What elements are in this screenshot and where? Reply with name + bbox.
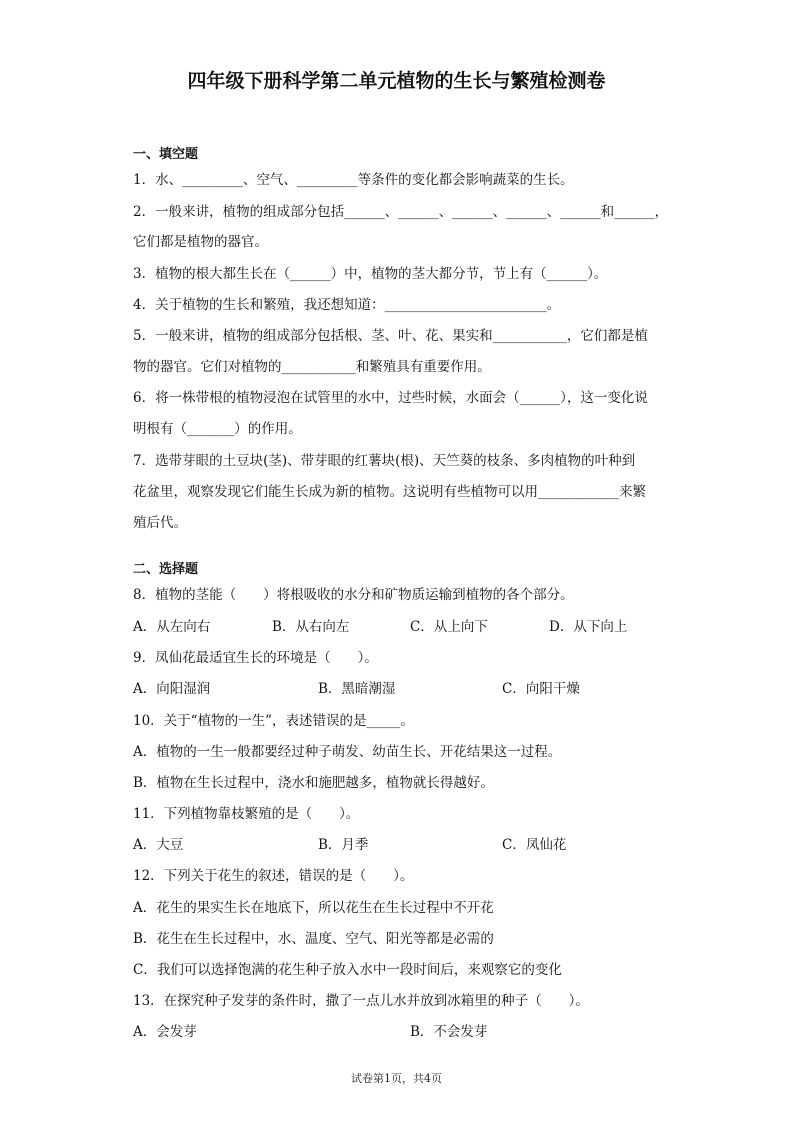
page-title: 四年级下册科学第二单元植物的生长与繁殖检测卷 bbox=[187, 70, 606, 92]
question-8-option-a: A．从左向右 bbox=[133, 619, 211, 635]
question-9-option-a: A．向阳湿润 bbox=[133, 681, 211, 697]
question-2-continued: 它们都是植物的器官。 bbox=[133, 234, 268, 250]
question-4: 4．关于植物的生长和繁殖，我还想知道：________________________。 bbox=[133, 297, 561, 313]
question-11-option-a: A．大豆 bbox=[133, 837, 184, 853]
question-12: 12．下列关于花生的叙述，错误的是（ ）。 bbox=[133, 868, 414, 884]
question-7-end: 殖后代。 bbox=[133, 515, 187, 531]
question-8: 8．植物的茎能（ ）将根吸收的水分和矿物质运输到植物的各个部分。 bbox=[133, 587, 574, 603]
question-11-option-c: C．凤仙花 bbox=[502, 837, 567, 853]
question-6-continued: 明根有（_______）的作用。 bbox=[133, 421, 302, 437]
question-11: 11．下列植物靠枝繁殖的是（ ）。 bbox=[133, 806, 360, 822]
question-13-option-b: B．不会发芽 bbox=[410, 1024, 488, 1040]
question-3: 3．植物的根大都生长在（______）中，植物的茎大都分节，节上有（______）。 bbox=[133, 266, 608, 282]
question-7: 7．选带芽眼的土豆块(茎)、带芽眼的红薯块(根)、天竺葵的枝条、多肉植物的叶种到 bbox=[133, 453, 636, 469]
question-10-option-a: A．植物的一生一般都要经过种子萌发、幼苗生长、开花结果这一过程。 bbox=[133, 744, 562, 760]
section-heading-choice: 二、选择题 bbox=[133, 562, 199, 577]
question-8-option-b: B．从右向左 bbox=[272, 619, 350, 635]
question-9-option-c: C．向阳干燥 bbox=[502, 681, 580, 697]
question-9-option-b: B．黑暗潮湿 bbox=[318, 681, 396, 697]
question-12-option-c: C．我们可以选择饱满的花生种子放入水中一段时间后，来观察它的变化 bbox=[133, 962, 562, 978]
question-12-option-b: B．花生在生长过程中，水、温度、空气、阳光等都是必需的 bbox=[133, 931, 494, 947]
question-6: 6．将一株带根的植物浸泡在试管里的水中，过些时候，水面会（______），这一变化说 bbox=[133, 390, 648, 406]
question-10-option-b: B．植物在生长过程中，浇水和施肥越多，植物就长得越好。 bbox=[133, 775, 494, 791]
question-2: 2．一般来讲，植物的组成部分包括______、______、______、______、______和______， bbox=[133, 204, 669, 220]
question-5: 5．一般来讲，植物的组成部分包括根、茎、叶、花、果实和___________，它们都是植 bbox=[133, 328, 648, 344]
question-13: 13．在探究种子发芽的条件时，撒了一点儿水并放到冰箱里的种子（ ）。 bbox=[133, 993, 589, 1009]
question-7-continued: 花盆里，观察发现它们能生长成为新的植物。这说明有些植物可以用____________来繁 bbox=[133, 484, 646, 500]
question-10: 10．关于“植物的一生”，表述错误的是_____。 bbox=[133, 713, 414, 729]
section-heading-fill-in: 一、填空题 bbox=[133, 147, 199, 162]
question-13-option-a: A．会发芽 bbox=[133, 1024, 197, 1040]
question-5-continued: 物的器官。它们对植物的___________和繁殖具有重要作用。 bbox=[133, 359, 491, 375]
question-8-option-c: C．从上向下 bbox=[410, 619, 488, 635]
question-8-option-d: D．从下向上 bbox=[549, 619, 628, 635]
question-9: 9．凤仙花最适宜生长的环境是（ ）。 bbox=[133, 650, 378, 666]
question-12-option-a: A．花生的果实生长在地底下，所以花生在生长过程中不开花 bbox=[133, 900, 494, 916]
question-11-option-b: B．月季 bbox=[318, 837, 369, 853]
question-1: 1．水、_________、空气、_________等条件的变化都会影响蔬菜的生长。 bbox=[133, 172, 574, 188]
page-footer: 试卷第1页，共4页 bbox=[351, 1072, 442, 1085]
